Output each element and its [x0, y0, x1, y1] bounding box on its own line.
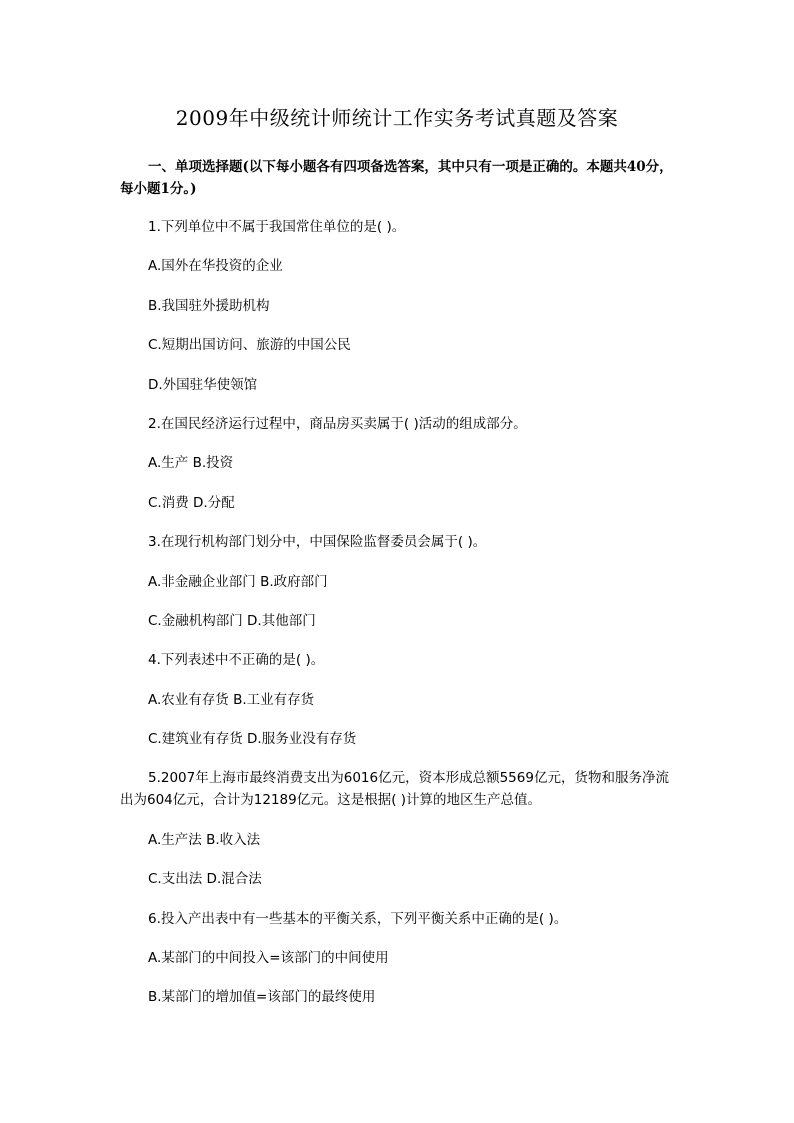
option-3-cd: C.金融机构部门 D.其他部门: [148, 612, 316, 629]
option-6-a: A.某部门的中间投入=该部门的中间使用: [148, 950, 389, 967]
option-5-cd: C.支出法 D.混合法: [148, 871, 262, 888]
question-2: 2.在国民经济运行过程中，商品房买卖属于( )活动的组成部分。: [148, 415, 527, 432]
section-heading: 一、单项选择题(以下每小题各有四项备选答案，其中只有一项是正确的。本题共40分，每小题1分。): [120, 159, 673, 197]
option-6-b: B.某部门的增加值=该部门的最终使用: [148, 989, 376, 1006]
option-2-ab: A.生产 B.投资: [148, 455, 234, 472]
option-1-d: D.外国驻华使领馆: [148, 376, 258, 393]
question-6: 6.投入产出表中有一些基本的平衡关系，下列平衡关系中正确的是( )。: [148, 910, 568, 927]
question-3: 3.在现行机构部门划分中，中国保险监督委员会属于( )。: [148, 534, 487, 551]
question-body: [120, 216, 680, 1026]
option-1-b: B.我国驻外援助机构: [148, 297, 270, 314]
question-1: 1.下列单位中不属于我国常住单位的是( )。: [148, 219, 406, 235]
option-4-cd: C.建筑业有存货 D.服务业没有存货: [148, 731, 357, 748]
document-title: 2009年中级统计师统计工作实务考试真题及答案: [175, 106, 619, 130]
option-3-ab: A.非金融企业部门 B.政府部门: [148, 573, 328, 590]
question-4: 4.下列表述中不正确的是( )。: [148, 652, 325, 669]
option-1-a: A.国外在华投资的企业: [148, 258, 283, 275]
option-5-ab: A.生产法 B.收入法: [148, 831, 261, 848]
option-1-c: C.短期出国访问、旅游的中国公民: [148, 337, 351, 354]
option-4-ab: A.农业有存货 B.工业有存货: [148, 691, 315, 708]
question-5: 5.2007年上海市最终消费支出为6016亿元，资本形成总额5569亿元，货物和服务净流出为604亿元，合计为12189亿元。这是根据( )计算的地区生产总值。: [120, 770, 669, 809]
option-2-cd: C.消费 D.分配: [148, 494, 235, 511]
